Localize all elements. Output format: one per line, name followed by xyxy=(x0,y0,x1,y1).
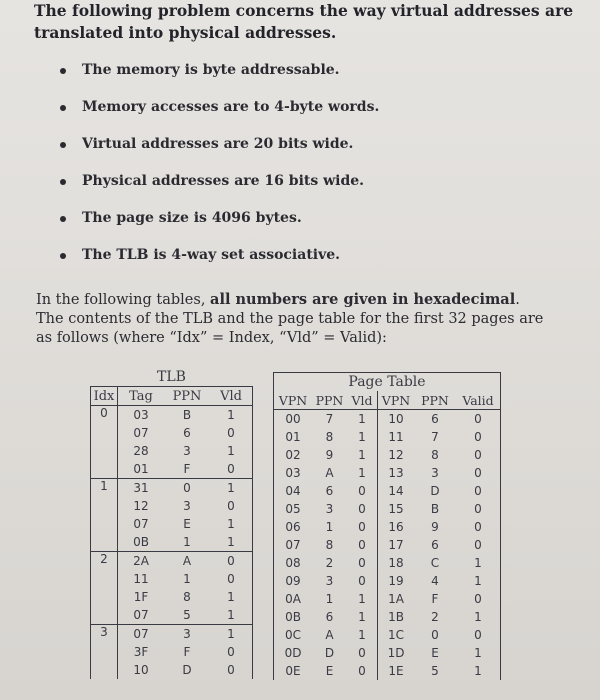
page-table-cell: 0C xyxy=(274,626,313,644)
page-table-cell: 0 xyxy=(358,520,366,534)
page-table-cell: D xyxy=(324,646,335,660)
page-table-cell: 0 xyxy=(358,538,366,552)
fact-text: The TLB is 4-way set associative. xyxy=(82,247,341,263)
page-table-cell: 0 xyxy=(456,482,501,500)
page-table-cell: 7 xyxy=(431,430,439,444)
page-table-cell: 04 xyxy=(274,482,313,500)
page-table-row xyxy=(274,644,501,662)
page-table-cell: 1 xyxy=(456,554,501,572)
page-table-cell: 06 xyxy=(274,518,313,536)
page-table-row xyxy=(274,428,501,446)
page-table-row xyxy=(274,590,501,608)
page-table-cell: 8 xyxy=(325,430,334,444)
tlb-ppn: 3 xyxy=(183,444,191,458)
page-table-cell: 01 xyxy=(274,428,313,446)
page-table-cell: 0 xyxy=(456,410,501,429)
page-table-cell: 11 xyxy=(378,428,415,446)
page-table-cell: 1 xyxy=(358,628,366,642)
page-table-cell: C xyxy=(430,556,440,570)
page-table-row xyxy=(274,500,501,518)
page-table-cell: 0 xyxy=(456,446,501,464)
bullet-icon xyxy=(60,253,66,259)
tlb-tag: 03 xyxy=(118,406,165,425)
page-table-cell: 6 xyxy=(325,484,334,498)
tlb-tag: 1F xyxy=(118,588,165,606)
page-table-header: PPN xyxy=(312,391,347,410)
tlb-ppn: A xyxy=(182,554,192,568)
tlb-ppn: 1 xyxy=(164,533,210,552)
page-table-cell: E xyxy=(325,664,334,678)
page-table-cell: 13 xyxy=(378,464,415,482)
facts-list xyxy=(60,62,379,284)
tlb-vld: 1 xyxy=(210,588,253,606)
page-table-cell: 6 xyxy=(431,412,439,426)
page-table-cell: 1 xyxy=(456,608,501,626)
page-table-cell: A xyxy=(325,628,334,642)
page-table-cell: 6 xyxy=(325,610,334,624)
page-table-cell: 7 xyxy=(325,412,334,426)
page-table-cell: 1 xyxy=(358,448,366,462)
page-table-cell: A xyxy=(325,466,334,480)
page-table-cell: 0D xyxy=(274,644,313,662)
page-table-cell: 1 xyxy=(325,592,334,606)
page-table-cell: B xyxy=(430,502,440,516)
tlb-tag: 31 xyxy=(118,479,165,498)
tlb-tag: 01 xyxy=(118,460,165,479)
page-table-cell: 0 xyxy=(456,428,501,446)
page-table-cell: 0 xyxy=(358,556,366,570)
page-table-cell: 0 xyxy=(456,536,501,554)
bullet-icon xyxy=(60,105,66,111)
tlb-ppn: D xyxy=(182,663,192,677)
tlb-ppn: E xyxy=(183,517,191,531)
tlb-tag: 07 xyxy=(118,515,165,533)
tlb-vld: 0 xyxy=(210,497,253,515)
fact-item xyxy=(60,210,379,247)
page-table-cell: 18 xyxy=(378,554,415,572)
page-table-cell: 1 xyxy=(456,644,501,662)
tlb-ppn: 0 xyxy=(183,481,191,495)
page-table-row xyxy=(274,626,501,644)
fact-item xyxy=(60,173,379,210)
bullet-icon xyxy=(60,142,66,148)
page-table-cell: 16 xyxy=(378,518,415,536)
para-bold: all numbers are given in hexadecimal xyxy=(210,291,516,308)
page-table-row xyxy=(274,446,501,464)
page-table-cell: 1A xyxy=(378,590,415,608)
tlb-header: Idx xyxy=(91,387,118,406)
page-table-cell: 2 xyxy=(325,556,334,570)
page-table-cell: 03 xyxy=(274,464,313,482)
tlb-vld: 0 xyxy=(210,661,253,679)
page-table-cell: 8 xyxy=(325,538,334,552)
page-table-row xyxy=(274,554,501,572)
tlb-ppn: 5 xyxy=(164,606,210,625)
page-table-cell: 5 xyxy=(431,664,439,678)
tables-description xyxy=(36,290,546,348)
page-table-cell: 0 xyxy=(456,626,501,644)
page-table-cell: 1 xyxy=(456,662,501,680)
page-table-header: VPN xyxy=(274,391,313,410)
page-table-cell: 1E xyxy=(378,662,415,680)
tlb-vld: 1 xyxy=(210,533,253,552)
page-table-cell: 1 xyxy=(358,610,366,624)
page-table-row xyxy=(274,608,501,626)
page-table-cell: 0B xyxy=(274,608,313,626)
page-table-header: Vld xyxy=(347,391,378,410)
page-table-cell: 00 xyxy=(274,410,313,429)
tlb-index: 2 xyxy=(91,552,118,625)
page-table-cell: 3 xyxy=(325,574,334,588)
page-table-cell: 0E xyxy=(274,662,313,680)
page-table-cell: 3 xyxy=(325,502,334,516)
tlb-vld: 0 xyxy=(210,424,253,442)
tlb-vld: 1 xyxy=(210,625,253,644)
page-table-cell: 0 xyxy=(456,500,501,518)
page-table-cell: 1 xyxy=(358,592,366,606)
page-table-cell: 09 xyxy=(274,572,313,590)
page-table-cell: 1C xyxy=(378,626,415,644)
page-table-cell: 15 xyxy=(378,500,415,518)
para-part2: . The contents of the TLB and the page table for the first 32 pages are as follows (where “Idx” = Index, “Vld” = Valid): xyxy=(36,292,544,346)
page-table-cell: 0 xyxy=(358,502,366,516)
page-table-cell: D xyxy=(430,484,440,498)
tlb-tag: 12 xyxy=(118,497,165,515)
page-table-cell: 1B xyxy=(378,608,415,626)
fact-text: Memory accesses are to 4-byte words. xyxy=(82,99,380,115)
fact-text: Virtual addresses are 20 bits wide. xyxy=(82,136,354,152)
page-table-row xyxy=(274,572,501,590)
tlb-vld: 0 xyxy=(210,552,253,571)
page-table-cell: 10 xyxy=(378,410,415,429)
page-table-cell: F xyxy=(431,592,439,606)
tlb-row xyxy=(91,479,253,498)
page-table-cell: 0 xyxy=(456,590,501,608)
tlb-vld: 1 xyxy=(210,406,253,425)
page-table-row xyxy=(274,410,501,429)
page-table-cell: 0A xyxy=(274,590,313,608)
bullet-icon xyxy=(60,216,66,222)
tlb-index: 3 xyxy=(91,625,118,680)
tlb-ppn: 3 xyxy=(183,499,191,513)
tlb-ppn: F xyxy=(183,645,191,659)
page-table-cell: 1 xyxy=(456,572,501,590)
page-table-title: Page Table xyxy=(274,373,501,392)
page-table-row xyxy=(274,482,501,500)
tlb-vld: 1 xyxy=(210,515,253,533)
tlb-vld: 0 xyxy=(210,570,253,588)
page-table-cell: 14 xyxy=(378,482,415,500)
page-table-cell: 2 xyxy=(431,610,439,624)
page-table xyxy=(273,372,501,680)
page-table-cell: 0 xyxy=(456,464,501,482)
fact-text: The memory is byte addressable. xyxy=(82,62,340,78)
page-table-cell: 19 xyxy=(378,572,415,590)
tlb-vld: 1 xyxy=(210,606,253,625)
tlb-header: Tag xyxy=(118,387,165,406)
page-table-cell: 0 xyxy=(431,628,439,642)
fact-text: Physical addresses are 16 bits wide. xyxy=(82,173,365,189)
page-table-cell: 05 xyxy=(274,500,313,518)
page-table-row xyxy=(274,518,501,536)
page-table-row xyxy=(274,662,501,680)
tlb-header: PPN xyxy=(164,387,210,406)
page-table-header: PPN xyxy=(414,391,456,410)
fact-text: The page size is 4096 bytes. xyxy=(82,210,302,226)
fact-item xyxy=(60,99,379,136)
fact-item xyxy=(60,62,379,99)
page-table-cell: 4 xyxy=(431,574,439,588)
page-table-cell: 0 xyxy=(358,574,366,588)
fact-item xyxy=(60,136,379,173)
page-table-cell: 1 xyxy=(325,520,334,534)
tlb-tag: 3F xyxy=(118,643,165,661)
tlb-vld: 1 xyxy=(210,442,253,460)
page-table-row xyxy=(274,536,501,554)
page-table-cell: 1 xyxy=(358,430,366,444)
tlb-ppn: 1 xyxy=(183,572,191,586)
para-part1: In the following tables, xyxy=(36,292,211,308)
tlb-row xyxy=(91,406,253,425)
page-table-cell: 9 xyxy=(431,520,439,534)
tlb-title: TLB xyxy=(157,369,186,385)
page-table-cell: 0 xyxy=(358,646,366,660)
tlb-tag: 11 xyxy=(118,570,165,588)
page-table-cell: 02 xyxy=(274,446,313,464)
tlb-row xyxy=(91,552,253,571)
page-table-cell: 0 xyxy=(456,518,501,536)
bullet-icon xyxy=(60,68,66,74)
page-table-cell: 0 xyxy=(358,664,366,678)
tlb-ppn: 3 xyxy=(183,627,191,641)
tlb-index: 1 xyxy=(91,479,118,552)
page-table-cell: 12 xyxy=(378,446,415,464)
page-table-cell: 07 xyxy=(274,536,313,554)
tlb-index: 0 xyxy=(91,406,118,479)
tlb-vld: 0 xyxy=(210,643,253,661)
page-table-cell: 3 xyxy=(431,466,439,480)
intro-text: The following problem concerns the way virtual addresses are translated into physical addresses. xyxy=(34,1,574,42)
page-table-cell: 08 xyxy=(274,554,313,572)
page-table-header: VPN xyxy=(378,391,415,410)
tlb-tag: 07 xyxy=(118,606,165,625)
page-table-cell: 8 xyxy=(431,448,439,462)
fact-item xyxy=(60,247,379,284)
tlb-vld: 1 xyxy=(210,479,253,498)
tlb-tag: 10 xyxy=(118,661,165,679)
page-table-header: Valid xyxy=(456,391,501,410)
tlb-table xyxy=(90,368,253,679)
tlb-tag: 28 xyxy=(118,442,165,460)
tlb-vld: 0 xyxy=(210,460,253,479)
page-table-cell: 17 xyxy=(378,536,415,554)
tlb-tag: 07 xyxy=(118,625,165,644)
page-table-cell: 6 xyxy=(431,538,439,552)
tlb-tag: 0B xyxy=(118,533,165,552)
page-table-cell: 9 xyxy=(325,448,334,462)
page-table-cell: E xyxy=(431,646,439,660)
tlb-ppn: 6 xyxy=(183,426,191,440)
tlb-header: Vld xyxy=(210,387,253,406)
page-table-cell: 0 xyxy=(358,484,366,498)
tlb-ppn: F xyxy=(164,460,210,479)
tlb-ppn: 8 xyxy=(183,590,191,604)
bullet-icon xyxy=(60,179,66,185)
page-table-row xyxy=(274,464,501,482)
page-table-cell: 1D xyxy=(378,644,415,662)
page-table-cell: 1 xyxy=(358,466,366,480)
tlb-ppn: B xyxy=(182,408,192,422)
page-table-cell: 1 xyxy=(358,412,366,426)
tlb-tag: 2A xyxy=(118,552,165,571)
tlb-tag: 07 xyxy=(118,424,165,442)
tlb-row xyxy=(91,625,253,644)
